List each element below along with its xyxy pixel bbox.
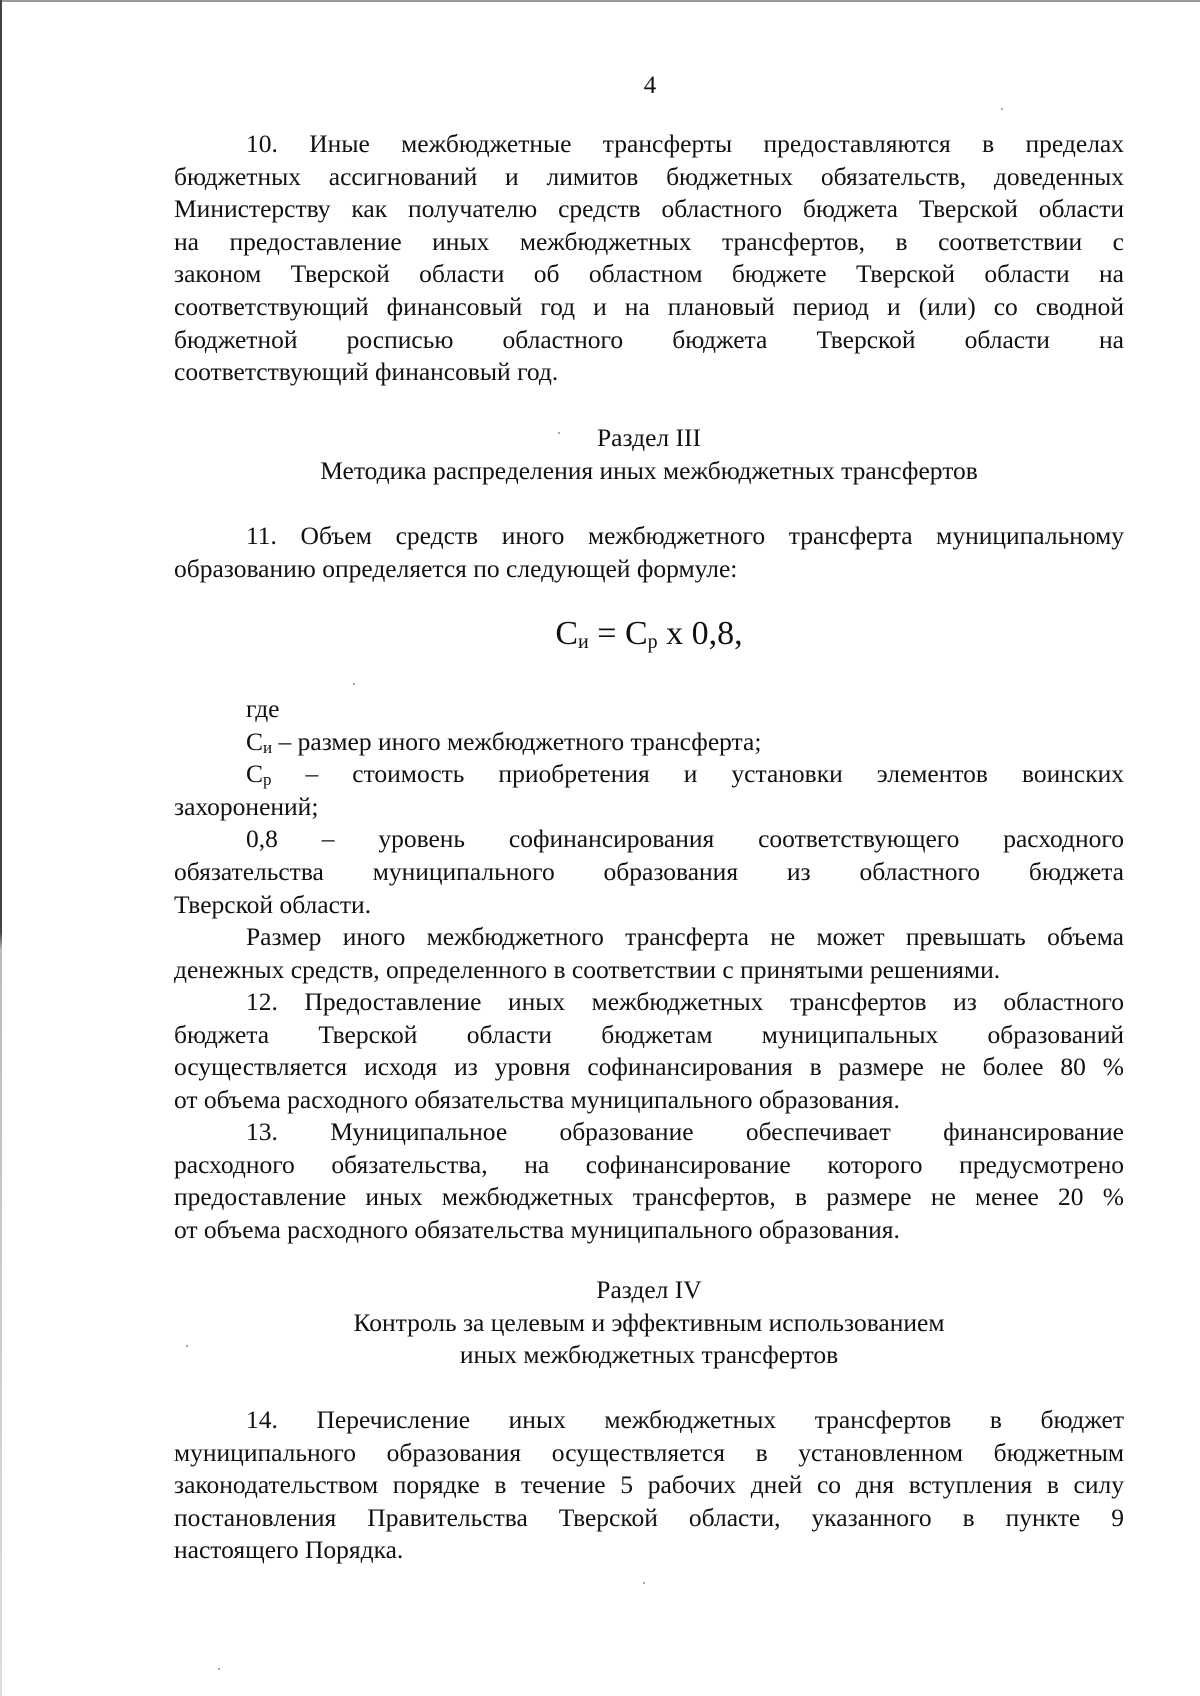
formula-lhs-symbol: С bbox=[555, 615, 579, 652]
definition-coefficient: 0,8 – уровень софинансирования соответствующего расходного bbox=[246, 824, 1124, 854]
text-line: осуществляется исходя из уровня софинансирования в размере не более 80 % bbox=[174, 1052, 1124, 1082]
definition-c-i-subscript: и bbox=[263, 737, 273, 757]
text-line: денежных средств, определенного в соответствии с принятыми решениями. bbox=[174, 954, 1001, 984]
paragraph-10 bbox=[174, 128, 1124, 389]
text-line: муниципального образования осуществляется в установленном бюджетным bbox=[174, 1437, 1124, 1467]
definition-c-r-subscript: р bbox=[263, 770, 272, 790]
text-line: 10. Иные межбюджетные трансферты предоставляются в пределах bbox=[246, 129, 1124, 158]
formula bbox=[174, 614, 1124, 662]
text-line: обязательства муниципального образования из областного бюджета bbox=[174, 856, 1124, 886]
definitions-where: где bbox=[246, 694, 280, 723]
definitions bbox=[174, 693, 1124, 921]
section-3-title: Методика распределения иных межбюджетных трансфертов bbox=[320, 456, 978, 485]
text-line: бюджетных ассигнований и лимитов бюджетных обязательств, доведенных bbox=[174, 161, 1124, 191]
text-line: соответствующий финансовый год и на плановый период и (или) со сводной bbox=[174, 291, 1124, 321]
text-line: постановления Правительства Тверской области, указанного в пункте 9 bbox=[174, 1502, 1124, 1532]
text-line: бюджетной росписью областного бюджета Тверской области на bbox=[174, 324, 1124, 354]
paragraph-12 bbox=[174, 986, 1124, 1116]
scan-speck bbox=[218, 1668, 220, 1670]
paragraph-14 bbox=[174, 1404, 1124, 1567]
text-line: от объема расходного обязательства муниципального образования. bbox=[174, 1214, 900, 1244]
text-line: настоящего Порядка. bbox=[174, 1535, 404, 1565]
text-line: законодательством порядке в течение 5 рабочих дней со дня вступления в силу bbox=[174, 1470, 1124, 1500]
text-line: от объема расходного обязательства муниципального образования. bbox=[174, 1084, 900, 1114]
scan-speck bbox=[643, 1582, 645, 1584]
scan-speck bbox=[558, 432, 560, 434]
text-line: образованию определяется по следующей формуле: bbox=[174, 553, 738, 583]
formula-rhs-symbol: С bbox=[624, 615, 648, 652]
scan-speck bbox=[353, 683, 355, 685]
text-line: предоставление иных межбюджетных трансфертов, в размере не менее 20 % bbox=[174, 1182, 1124, 1212]
text-line: Министерству как получателю средств областного бюджета Тверской области bbox=[174, 194, 1124, 224]
formula-equals: = bbox=[588, 615, 625, 652]
scan-edge-left bbox=[0, 0, 2, 1696]
definition-c-r bbox=[174, 758, 1124, 791]
section-4-title-line-2: иных межбюджетных трансфертов bbox=[459, 1340, 839, 1369]
text-line: законом Тверской области об областном бюджете Тверской области на bbox=[174, 259, 1124, 289]
text-line: 14. Перечисление иных межбюджетных трансфертов в бюджет bbox=[246, 1405, 1124, 1434]
formula-rhs-subscript: р bbox=[647, 631, 658, 653]
text-line: бюджета Тверской области бюджетам муниципальных образований bbox=[174, 1019, 1124, 1049]
definition-c-r-text: – стоимость приобретения и установки элементов воинских bbox=[271, 759, 1124, 789]
definition-c-i bbox=[174, 726, 1124, 759]
text-line: 12. Предоставление иных межбюджетных трансфертов из областного bbox=[246, 987, 1124, 1016]
definition-c-i-text: – размер иного межбюджетного трансферта; bbox=[272, 726, 762, 756]
text-line: расходного обязательства, на софинансирование которого предусмотрено bbox=[174, 1149, 1124, 1179]
section-4-heading: Раздел IV bbox=[596, 1275, 702, 1304]
definition-c-i-symbol: С bbox=[246, 726, 264, 756]
limit-paragraph bbox=[174, 921, 1124, 986]
text-line: на предоставление иных межбюджетных трансфертов, в соответствии с bbox=[174, 226, 1124, 256]
definition-c-r-symbol: С bbox=[246, 759, 264, 789]
text-line: соответствующий финансовый год. bbox=[174, 357, 559, 387]
paragraph-13 bbox=[174, 1116, 1124, 1246]
scan-speck bbox=[186, 1345, 188, 1347]
text-line: Тверской области. bbox=[174, 889, 372, 919]
formula-lhs-subscript: и bbox=[578, 631, 589, 653]
text-line: захоронений; bbox=[174, 791, 319, 821]
section-4-title-line-1: Контроль за целевым и эффективным использованием bbox=[353, 1308, 945, 1337]
text-line: Размер иного межбюджетного трансферта не может превышать объема bbox=[246, 922, 1124, 951]
section-3-heading: Раздел III bbox=[597, 423, 701, 452]
text-line: 11. Объем средств иного межбюджетного трансферта муниципальному bbox=[246, 521, 1124, 550]
scan-speck bbox=[1001, 108, 1003, 110]
text-line: 13. Муниципальное образование обеспечивает финансирование bbox=[246, 1117, 1124, 1146]
formula-rhs-tail: х 0,8, bbox=[657, 615, 743, 652]
scan-edge-top bbox=[0, 0, 1200, 2]
page-number: 4 bbox=[643, 72, 657, 99]
paragraph-11 bbox=[174, 520, 1124, 585]
